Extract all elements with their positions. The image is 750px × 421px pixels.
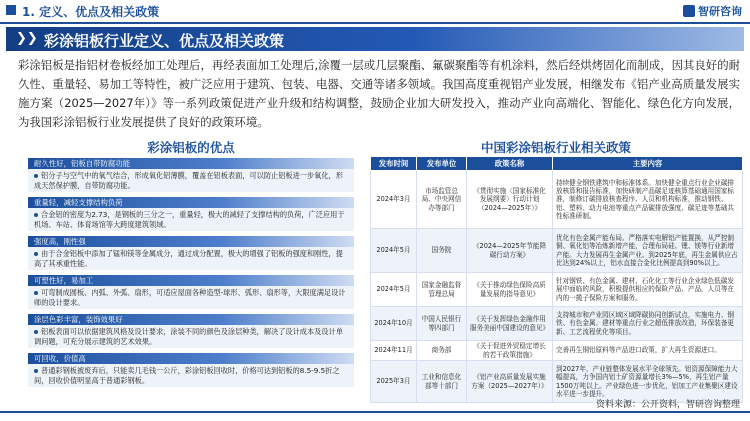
- advantage-title: 重量轻，减轻支撑结构负荷: [28, 197, 354, 208]
- policy-table: [370, 156, 743, 403]
- content-cell: 支持城市和产业园区域区域降碳协同创新试点，实施电力、钢铁、有色金属、建材等重点行业之超低排放改造，环保装备更新、工艺流程优化等项目。: [553, 307, 743, 341]
- advantage-body: [28, 364, 354, 387]
- date-cell: 2024年11月: [371, 341, 417, 361]
- title-banner: [6, 27, 744, 51]
- advantage-text: 由于合金铝板中添加了锰和镁等金属成分，通过成分配置，极大的增强了铝板的强度和刚性，提高了其承重性能。: [34, 249, 343, 268]
- advantage-item: [28, 275, 354, 309]
- date-cell: 2024年3月: [371, 171, 417, 229]
- issuer-cell: 国家金融监督管理总局: [417, 273, 467, 307]
- issuer-cell: 市场监管总局、中央网信办等部门: [417, 171, 467, 229]
- date-cell: 2024年5月: [371, 273, 417, 307]
- content-cell: 持续健全钢铁建筑中和标准体系。加快健全重点行业企业碳排放核算和报告标准，加快研制产品碳足迹核算基础通用国家标准，制修订碳排放核查程序、人员和机构标准，推动钢铁、铝、塑料、动力电池等重点产品碳排放强度、碳足迹等基础共性标准研制。: [553, 171, 743, 229]
- issuer-cell: 中国人民银行等四部门: [417, 307, 467, 341]
- header-cell: 政策名称: [467, 157, 553, 171]
- date-cell: 2025年3月: [371, 361, 417, 403]
- bullet-icon: [34, 213, 38, 217]
- intro-paragraph: 彩涂铝板是指铝材卷板经加工处理后，再经表面加工处理后,涂覆一层或几层聚酯、氟碳聚酯等有机涂料，然后经烘烤固化而制成，因其良好的耐久性、重量轻、易加工等特性，被广泛应用于建筑、包装、电器、交通等诸多领域。我国高度重视铝产业发展，相继发布《铝产业高质量发展实施方案（2025—2027年）》等一系列政策促进产业升级和结构调整，鼓励企业加大研发投入，推动产业向高端化、智能化、绿色化方向发展，为我国彩涂铝板行业发展提供了良好的政策环境。: [18, 58, 740, 129]
- issuer-cell: 工业和信息化部等十部门: [417, 361, 467, 403]
- policy-name-cell: 《关于推动绿色保险高质量发展的指导意见》: [467, 273, 553, 307]
- advantage-text: 铝板表面可以依据建筑风格及设计要求，涂装不同的颜色及涂层种类，解决了设计成本及设计单调问题，可充分展示建筑的艺术效果。: [34, 327, 343, 346]
- advantage-item: [28, 236, 354, 270]
- top-bar: [0, 0, 750, 24]
- advantage-title: 涂层色彩丰富，装饰效果好: [28, 314, 354, 325]
- issuer-cell: 国务院: [417, 229, 467, 273]
- logo-text: 智研咨询: [698, 5, 742, 18]
- advantage-text: 普通彩钢板被废弃后，只能卖几毛钱一公斤，彩涂铝板回收时，价格可达到铝板的8.5-9.5折之间，回收价值明显高于普通彩钢板。: [34, 366, 340, 385]
- header-cell: 主要内容: [553, 157, 743, 171]
- content-cell: 完善再生铜铝原料等产品进口政策，扩大再生资源进口。: [553, 341, 743, 361]
- advantage-title: 可回收，价值高: [28, 353, 354, 364]
- advantage-item: [28, 197, 354, 231]
- advantage-title: 可塑性好，易加工: [28, 275, 354, 286]
- section-square-icon: [6, 5, 16, 15]
- header-cell: 发布时间: [371, 157, 417, 171]
- policy-name-cell: 《贯彻实施〈国家标准化发展纲要〉行动计划（2024—2025年）》: [467, 171, 553, 229]
- policy-name-cell: 《关于发挥绿色金融作用服务美丽中国建设的意见》: [467, 307, 553, 341]
- advantage-body: [28, 325, 354, 348]
- advantage-title: 耐久性好，铝板自带防腐功能: [28, 158, 354, 169]
- advantage-item: [28, 158, 354, 192]
- advantage-body: [28, 169, 354, 192]
- content-cell: 优化有色金属产能布局。严格落实电解铝产能置换，从严控制铜、氧化铝等冶炼新增产能，合理布局硅、锂、镁等行业新增产能。大力发展再生金属产业。到2025年底，再生金属供应占比达到24%以上，铝水直接合金化比例提高到90%以上。: [553, 229, 743, 273]
- policy-name-cell: 《关于促进外贸稳定增长的若干政策措施》: [467, 341, 553, 361]
- header-cell: 发布单位: [417, 157, 467, 171]
- policy-title: 中国彩涂铝板行业相关政策: [480, 140, 631, 155]
- table-row: [371, 273, 743, 307]
- advantage-item: [28, 353, 354, 387]
- advantage-item: [28, 314, 354, 348]
- source-note: 资料来源：公开资料，智研咨询整理: [595, 400, 740, 410]
- banner-title: 彩涂铝板行业定义、优点及相关政策: [44, 32, 285, 50]
- table-row: [371, 341, 743, 361]
- table-row: [371, 171, 743, 229]
- policy-name-cell: 《2024—2025年节能降碳行动方案》: [467, 229, 553, 273]
- table-row: [371, 307, 743, 341]
- logo-mark-icon: [683, 5, 695, 17]
- advantage-body: [28, 208, 354, 231]
- double-chevron-icon: ❯❯: [16, 31, 38, 46]
- table-row: [371, 229, 743, 273]
- issuer-cell: 商务部: [417, 341, 467, 361]
- advantage-body: [28, 247, 354, 270]
- section-title: 1. 定义、优点及相关政策: [22, 5, 160, 19]
- content-cell: 针对钢铁、有色金属、建材、石化化工等行业企业绿色低碳发展中面临的风险，积极提供相应的保险产品、产品，人员等在内的一揽子保险方案和服务。: [553, 273, 743, 307]
- content-cell: 到2027年，产业链整体发展水平全球领先。铝资源保障能力大幅提高，力争国内铝土矿资源量增长3%—5%，再生铝产量1500万吨以上。产业绿色进一步优化，铝加工产业集聚区建设水平进一步提升。: [553, 361, 743, 403]
- advantage-body: [28, 286, 354, 309]
- advantage-text: 铝分子与空气中的氧气结合，形成氧化铝薄膜，覆盖在铝板表面，可以防止铝板进一步氧化，形成天然保护膜，自带防腐功能。: [34, 171, 343, 190]
- advantage-text: 可弯制成圆板、内弧、外弧、扇形，可适应屋面各种造型-球形、弧形、扇形等，大限度满足设计师的设计要求。: [34, 288, 346, 307]
- bullet-icon: [34, 369, 38, 373]
- bullet-icon: [34, 174, 38, 178]
- bullet-icon: [34, 252, 38, 256]
- bullet-icon: [34, 330, 38, 334]
- advantage-text: 合金铝的密度为2.73，是钢板的三分之一，重量轻，极大的减轻了支撑结构的负荷，广泛应用于机场、车站、体育场馆等大跨度建筑领域。: [34, 210, 345, 229]
- advantages-panel: [28, 158, 354, 392]
- date-cell: 2024年5月: [371, 229, 417, 273]
- policy-name-cell: 《铝产业高质量发展实施方案（2025—2027年）》: [467, 361, 553, 403]
- advantage-title: 强度高，刚性强: [28, 236, 354, 247]
- advantages-title: 彩涂铝板的优点: [147, 140, 235, 155]
- brand-logo: [683, 3, 742, 19]
- date-cell: 2024年10月: [371, 307, 417, 341]
- bullet-icon: [34, 291, 38, 295]
- table-header-row: [371, 157, 743, 171]
- bottom-divider: [0, 411, 750, 413]
